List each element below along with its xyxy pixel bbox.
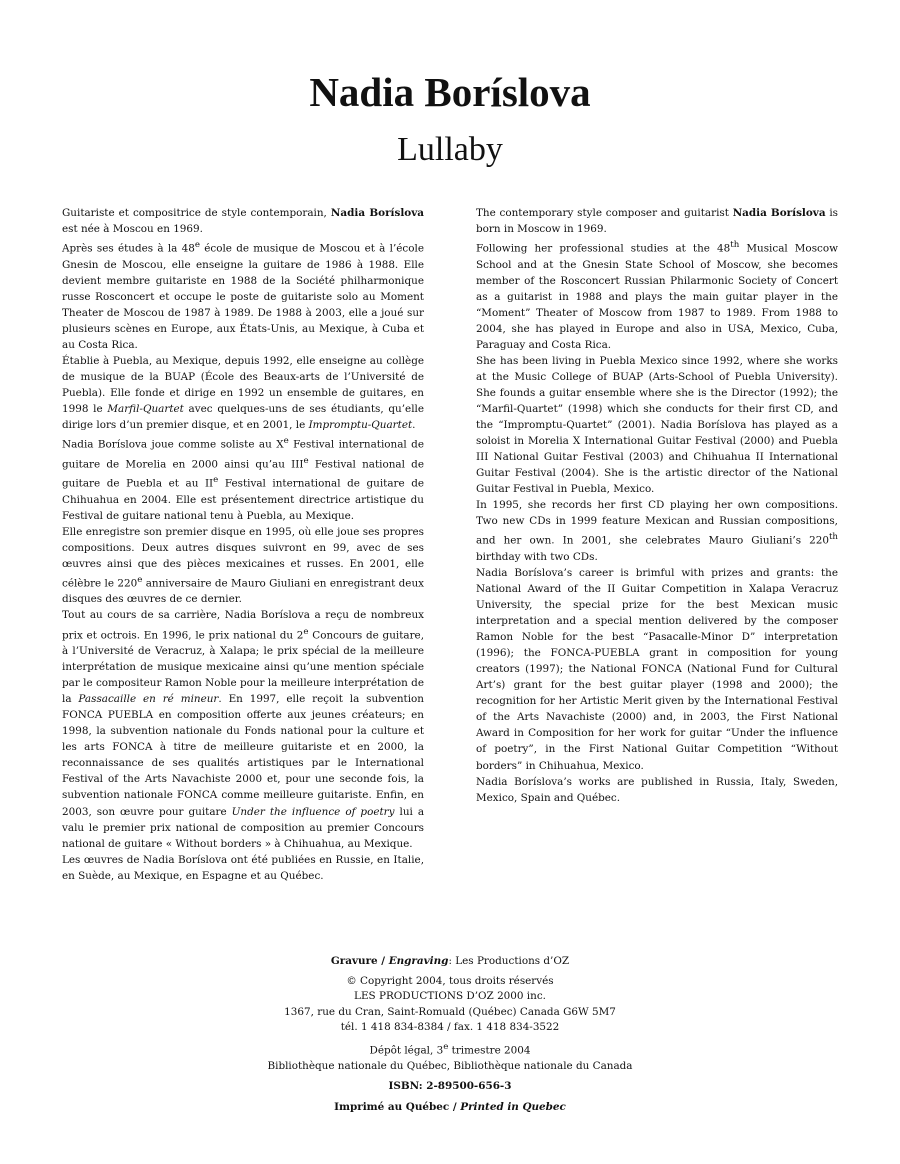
composer-name: Nadia Boríslova	[330, 207, 424, 219]
en-paragraph-studies: Following her professional studies at the 48th Musical Moscow School and at the Gnesin State School of Moscow, she becomes member of the Rosconcert Russian Philarmonic Society of Concert as a guitarist in 1988 and plays the main guitar player in the “Moment” Theater of Moscow from 1987 to 1989. From 1988 to 2004, she has played in Europe and also in USA, Mexico, Cuba, Paraguay and Costa Rica.	[476, 240, 838, 351]
en-paragraph-intro: The contemporary style composer and guitarist Nadia Boríslova is born in Moscow in 1969.	[476, 207, 838, 236]
publisher-name: LES PRODUCTIONS D’OZ 2000 inc.	[354, 990, 546, 1003]
english-biography	[476, 205, 838, 806]
printed-in: Imprimé au Québec / Printed in Quebec	[334, 1101, 566, 1114]
composer-title: Nadia Boríslova	[309, 69, 591, 115]
en-paragraph-publications: Nadia Boríslova’s works are published in Russia, Italy, Sweden, Mexico, Spain and Québec.	[476, 775, 838, 804]
legal-deposit: Dépôt légal, 3e trimestre 2004	[369, 1042, 531, 1057]
fr-paragraph-intro: Guitariste et compositrice de style contemporain, Nadia Boríslova est née à Moscou en 1969.	[62, 207, 424, 236]
fr-paragraph-studies: Après ses études à la 48e école de musique de Moscou et à l’école Gnesin de Moscou, elle enseigne la guitare de 1986 à 1988. Elle devient membre guitariste en 1988 de la Société philharmonique russe Rosconcert et occupe le poste de guitariste solo au Moment Theater de Moscou de 1987 à 1989. De 1988 à 2003, elle a joué sur plusieurs scènes en Europe, aux États-Unis, au Mexique, à Cuba et au Costa Rica.	[62, 240, 424, 351]
en-paragraph-puebla: She has been living in Puebla Mexico since 1992, where she works at the Music College of BUAP (Arts-School of Puebla University). She founds a guitar ensemble where she is the Director (1992); the “Marfil-Quartet” (1998) which she conducts for their first CD, and the “Impromptu-Quartet” (2001). Nadia Boríslova has played as a soloist in Morelia X International Guitar Festival (2000) and Puebla III National Guitar Festival (2003) and Chihuahua II International Guitar Festival (2004). She is the artistic director of the National Guitar Festival in Puebla, Mexico.	[476, 354, 838, 496]
piece-title: Lullaby	[397, 131, 503, 168]
publisher-phone: tél. 1 418 834-8384 / fax. 1 418 834-3522	[340, 1020, 560, 1033]
fr-paragraph-festivals: Nadia Boríslova joue comme soliste au Xe Festival international de guitare de Morelia en 2000 ainsi qu’au IIIe Festival national de guitare de Puebla et au IIe Festival international de guitare de Chihuahua en 2004. Elle est présentement directrice artistique du Festival de guitare national tenu à Puebla, au Mexique.	[62, 436, 425, 522]
copyright-line: © Copyright 2004, tous droits réservés	[346, 975, 554, 988]
isbn: ISBN: 2-89500-656-3	[388, 1079, 512, 1092]
fr-paragraph-puebla: Établie à Puebla, au Mexique, depuis 1992, elle enseigne au collège de musique de la BUAP (École des Beaux-arts de l’Université de Puebla). Elle fonde et dirige en 1992 un ensemble de guitares, en 1998 le Marfil-Quartet avec quelques-uns de ses étudiants, qu’elle dirige lors d’un premier disque, et en 2001, le Impromptu-Quartet.	[62, 354, 424, 432]
fr-paragraph-awards: Tout au cours de sa carrière, Nadia Boríslova a reçu de nombreux prix et octrois. En 1996, le prix national du 2e Concours de guitare, à l’Université de Veracruz, à Xalapa; le prix spécial de la meilleure interprétation de musique mexicaine ainsi qu’une mention spéciale par le compositeur Ramon Noble pour la meilleure interprétation de la Passacaille en ré mineur. En 1997, elle reçoit la subvention FONCA PUEBLA en composition offerte aux jeunes créateurs; en 1998, la subvention nationale du Fonds national pour la culture et les arts FONCA à titre de meilleure guitariste et en 2000, la reconnaissance de ses qualités artistiques par le International Festival of the Arts Navachiste 2000 et, pour une seconde fois, la subvention nationale FONCA comme meilleure guitariste. Enfin, en 2003, son œuvre pour guitare Under the influence of poetry lui a valu le premier prix national de composition au premier Concours national de guitare « Without borders » à Chihuahua, au Mexique.	[62, 609, 425, 850]
composer-name-en: Nadia Boríslova	[732, 207, 826, 219]
engraving-credit: Gravure / Engraving: Les Productions d’OZ	[330, 955, 570, 967]
en-paragraph-recordings: In 1995, she records her first CD playing her own compositions. Two new CDs in 1999 feature Mexican and Russian compositions, and her own. In 2001, she celebrates Mauro Giuliani’s 220th birthday with two CDs.	[476, 499, 838, 563]
publisher-address: 1367, rue du Cran, Saint-Romuald (Québec) Canada G6W 5M7	[284, 1005, 616, 1018]
publication-footer	[0, 954, 900, 1115]
fr-paragraph-recordings: Elle enregistre son premier disque en 1995, où elle joue ses propres compositions. Deux autres disques suivront en 99, avec de ses œuvres ainsi que des pièces mexicaines et russes. En 2001, elle célèbre le 220e anniversaire de Mauro Giuliani en enregistrant deux disques des œuvres de ce dernier.	[62, 525, 425, 606]
national-libraries: Bibliothèque nationale du Québec, Bibliothèque nationale du Canada	[267, 1059, 633, 1072]
en-paragraph-awards: Nadia Boríslova’s career is brimful with prizes and grants: the National Award of the II Guitar Competition in Xalapa Veracruz University, the special prize for the best Mexican music interpretation and a special mention delivered by the composer Ramon Noble for the best “Pasacalle-Minor D” interpretation (1996); the FONCA-PUEBLA grant in composition for young creators (1997); the National FONCA (National Fund for Cultural Art’s) grant for the best guitar player (1998 and 2000); the recognition for her Artistic Merit given by the International Festival of the Arts Navachiste (2000) and, in 2003, the First National Award in Composition for her work for guitar “Under the influence of poetry”, in the First National Guitar Competition “Without borders” in Chihuahua, Mexico.	[476, 566, 838, 772]
french-biography	[62, 205, 424, 884]
fr-paragraph-publications: Les œuvres de Nadia Boríslova ont été publiées en Russie, en Italie, en Suède, au Mexique, en Espagne et au Québec.	[62, 853, 424, 882]
